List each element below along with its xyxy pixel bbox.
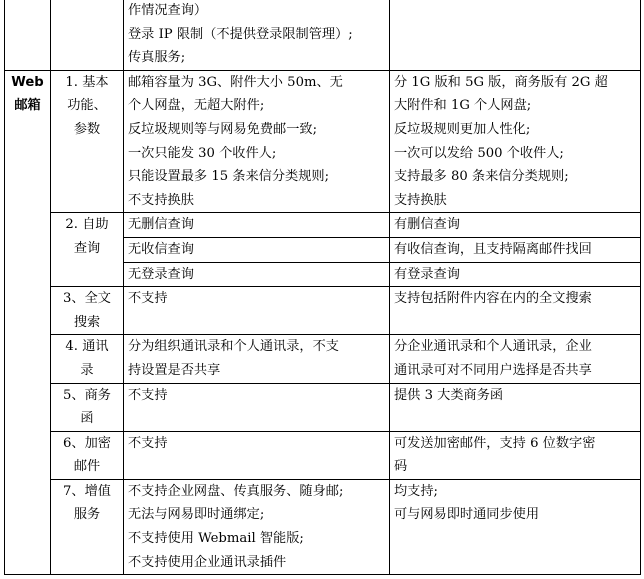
feature-cell	[51, 213, 124, 287]
text-line: 支持换肤	[394, 192, 447, 208]
free-edition-cell	[124, 213, 390, 238]
text-line: 查询	[73, 240, 101, 256]
business-edition-cell	[390, 70, 641, 213]
text-line: 5、商务	[63, 387, 111, 403]
feature-cell	[51, 431, 124, 479]
category-cell	[5, 70, 51, 574]
text-line: 分企业通讯录和个人通讯录，企业	[394, 339, 592, 355]
table-row	[5, 479, 641, 574]
text-line: 一次只能发 30 个收件人;	[128, 145, 277, 161]
table-row	[5, 335, 641, 383]
feature-cell	[51, 287, 124, 335]
text-line: 搜索	[73, 314, 101, 330]
text-line: 可与网易即时通同步使用	[394, 507, 540, 523]
text-line: 可发送加密邮件，支持 6 位数字密	[394, 435, 596, 451]
text-line: 函	[80, 411, 94, 427]
table-row	[5, 213, 641, 238]
text-line: 参数	[73, 121, 101, 137]
text-line: 有收信查询，且支持隔离邮件找回	[394, 241, 592, 257]
text-line: 传真服务;	[128, 50, 186, 66]
free-edition-cell	[124, 383, 390, 431]
text-line: 有删信查询	[394, 217, 460, 233]
text-line: 有登录查询	[394, 266, 460, 282]
text-line: 通讯录可对不同用户选择是否共享	[394, 362, 592, 378]
text-line: 个人网盘，无超大附件;	[128, 98, 265, 114]
text-line: 服务	[73, 507, 101, 523]
business-edition-cell	[390, 479, 641, 574]
text-line: 不支持	[128, 291, 168, 307]
free-edition-cell	[124, 335, 390, 383]
text-line: 反垃圾规则等与网易免费邮一致;	[128, 121, 318, 137]
text-line: 大附件和 1G 个人网盘;	[394, 98, 532, 114]
table-row	[5, 287, 641, 335]
text-line: 功能、	[67, 98, 107, 114]
feature-cell	[51, 383, 124, 431]
feature-cell	[51, 479, 124, 574]
text-line: 邮箱	[14, 98, 41, 114]
text-line: 不支持使用企业通讯录插件	[128, 554, 287, 570]
text-line: 登录 IP 限制（不提供登录限制管理）;	[128, 26, 353, 42]
text-line: 不支持	[128, 435, 168, 451]
text-line: 支持包括附件内容在内的全文搜索	[394, 291, 592, 307]
text-line: 分为组织通讯录和个人通讯录，不支	[128, 339, 339, 355]
business-edition-cell	[390, 213, 641, 238]
text-line: 不支持使用 Webmail 智能版;	[128, 531, 304, 547]
table-row	[5, 0, 641, 70]
business-edition-cell	[390, 0, 641, 70]
table-row	[5, 383, 641, 431]
text-line: 4. 通讯	[65, 339, 109, 355]
business-edition-cell	[390, 262, 641, 287]
free-edition-cell	[124, 237, 390, 262]
feature-cell	[51, 335, 124, 383]
text-line: 持设置是否共享	[128, 362, 221, 378]
business-edition-cell	[390, 335, 641, 383]
text-line: 无法与网易即时通绑定;	[128, 507, 265, 523]
business-edition-cell	[390, 431, 641, 479]
text-line: 2. 自助	[65, 217, 109, 233]
free-edition-cell	[124, 262, 390, 287]
feature-cell	[51, 0, 124, 70]
free-edition-cell	[124, 70, 390, 213]
text-line: 邮箱容量为 3G、附件大小 50m、无	[128, 74, 343, 90]
text-line: 一次可以发给 500 个收件人;	[394, 145, 564, 161]
text-line: 作情况查询）	[128, 3, 208, 18]
table-row	[5, 70, 641, 213]
text-line: 均支持;	[394, 483, 439, 499]
text-line: 3、全文	[63, 291, 111, 307]
text-line: 7、增值	[63, 483, 111, 499]
text-line: 提供 3 大类商务函	[394, 387, 504, 403]
text-line: 不支持	[128, 387, 168, 403]
text-line: 分 1G 版和 5G 版，商务版有 2G 超	[394, 74, 608, 90]
text-line: 反垃圾规则更加人性化;	[394, 121, 531, 137]
text-line: 支持最多 80 条来信分类规则;	[394, 169, 569, 185]
table-row	[5, 431, 641, 479]
free-edition-cell	[124, 287, 390, 335]
text-line: 录	[80, 362, 94, 378]
free-edition-cell	[124, 479, 390, 574]
text-line: 1. 基本	[65, 74, 109, 90]
text-line: 无登录查询	[128, 266, 194, 282]
free-edition-cell	[124, 0, 390, 70]
text-line: 邮件	[73, 459, 101, 475]
business-edition-cell	[390, 237, 641, 262]
text-line: 不支持企业网盘、传真服务、随身邮;	[128, 483, 344, 499]
text-line: 只能设置最多 15 条来信分类规则;	[128, 169, 330, 185]
text-line: 码	[394, 459, 408, 475]
text-line: 无删信查询	[128, 217, 194, 233]
business-edition-cell	[390, 383, 641, 431]
text-line: Web	[11, 74, 44, 90]
text-line: 6、加密	[63, 435, 111, 451]
category-cell-top	[5, 0, 51, 70]
comparison-table	[4, 0, 641, 575]
text-line: 不支持换肤	[128, 192, 194, 208]
business-edition-cell	[390, 287, 641, 335]
feature-cell	[51, 70, 124, 213]
text-line: 无收信查询	[128, 241, 194, 257]
free-edition-cell	[124, 431, 390, 479]
